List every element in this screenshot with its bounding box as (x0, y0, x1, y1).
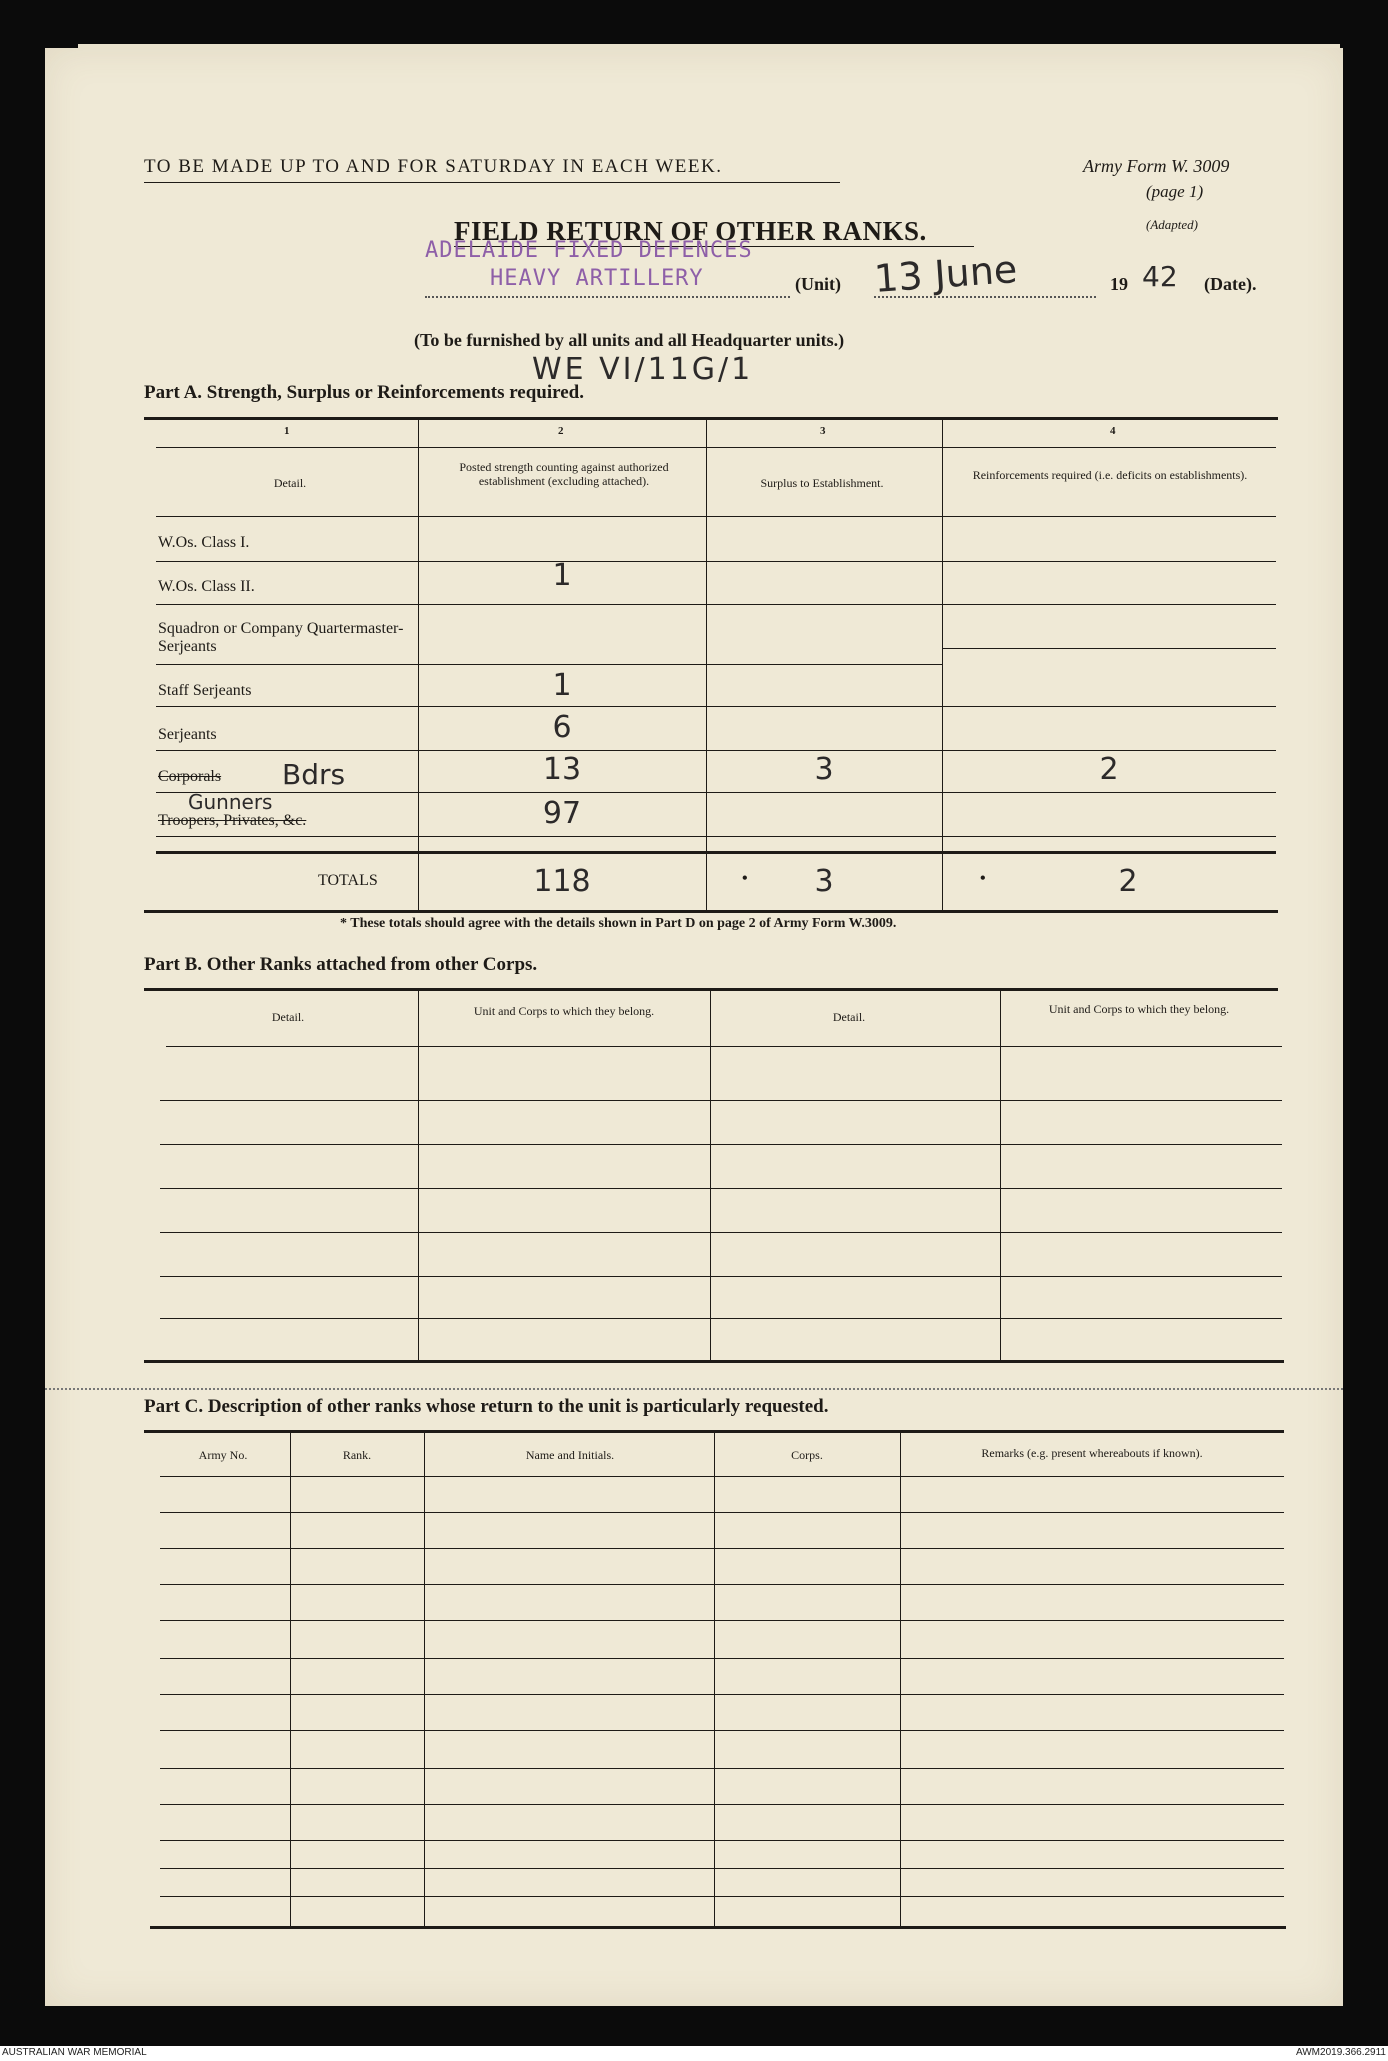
part-c-vline-1 (290, 1430, 291, 1926)
row-rule (156, 836, 1276, 837)
col-number-rule (156, 447, 1276, 448)
row-rule (156, 792, 1276, 793)
part-c-row-rule (160, 1548, 1284, 1549)
amend-bdrs: Bdrs (282, 758, 346, 791)
part-b-vline-3 (1000, 988, 1001, 1362)
part-c-vline-2 (424, 1430, 425, 1926)
row-label-wo1: W.Os. Class I. (158, 534, 250, 551)
part-b-title: Part B. Other Ranks attached from other Corps. (144, 954, 538, 975)
form-adapted: (Adapted) (1146, 217, 1198, 232)
posted-staff-serjeants: 1 (552, 668, 572, 703)
total-reinforcements-bullet: • (980, 870, 986, 887)
part-b-header-detail-1: Detail. (271, 1010, 305, 1024)
part-b-header-detail-2: Detail. (832, 1010, 866, 1024)
furnished-note: (To be furnished by all units and all Headquarter units.) (414, 330, 845, 350)
reinforcements-corporals: 2 (1099, 752, 1119, 787)
part-b-top-rule (144, 988, 1278, 991)
part-c-row-rule (160, 1584, 1284, 1585)
form-page: (page 1) (1146, 182, 1204, 201)
part-c-row-rule (160, 1868, 1284, 1869)
perforation-line (45, 1388, 1343, 1390)
unit-dotted-line (425, 296, 790, 298)
part-b-row-rule (160, 1188, 1282, 1189)
col-header-posted: Posted strength counting against authorized establishment (excluding attached). (459, 460, 669, 488)
posted-troopers: 97 (542, 796, 582, 831)
part-b-row-rule (160, 1144, 1282, 1145)
col-header-detail: Detail. (273, 476, 307, 490)
part-c-row-rule (160, 1840, 1284, 1841)
form-name: Army Form W. 3009 (1083, 156, 1230, 176)
row-rule (156, 664, 942, 665)
footer-accession: AWM2019.366.2911 (1295, 2047, 1386, 2058)
unit-stamp-line1: ADELAIDE FIXED DEFENCES (425, 238, 753, 263)
part-a-footnote: * These totals should agree with the details shown in Part D on page 2 of Army Form W.3009. (340, 916, 897, 931)
col-header-reinforcements: Reinforcements required (i.e. deficits on establishments). (972, 468, 1248, 482)
form-title: FIELD RETURN OF OTHER RANKS. (454, 216, 927, 246)
instruction-underline (144, 182, 840, 183)
instruction-text: TO BE MADE UP TO AND FOR SATURDAY IN EACH WEEK. (144, 156, 723, 177)
part-c-row-rule (160, 1730, 1284, 1731)
part-c-title: Part C. Description of other ranks whose return to the unit is particularly requested. (144, 1396, 829, 1417)
part-b-vline-2 (710, 988, 711, 1362)
unit-label: (Unit) (795, 274, 841, 294)
col-number-1: 1 (284, 425, 290, 437)
part-c-header-rank: Rank. (342, 1448, 372, 1462)
part-b-bottom-rule (144, 1360, 1284, 1363)
part-c-row-rule (160, 1476, 1284, 1477)
surplus-corporals: 3 (814, 752, 834, 787)
part-a-title: Part A. Strength, Surplus or Reinforcements required. (144, 382, 584, 403)
col-header-surplus: Surplus to Establishment. (760, 476, 884, 490)
posted-corporals: 13 (542, 752, 582, 787)
row-label-corporals: Corporals (158, 768, 222, 785)
col-number-2: 2 (558, 425, 564, 437)
part-c-header-corps: Corps. (791, 1448, 823, 1462)
row-rule (156, 750, 1276, 751)
we-annotation: WE VI/11G/1 (532, 352, 754, 387)
part-b-header-unit-1: Unit and Corps to which they belong. (473, 1004, 655, 1018)
part-c-header-army-no: Army No. (198, 1448, 248, 1462)
year-prefix: 19 (1110, 274, 1128, 294)
totals-top-rule (156, 851, 1276, 854)
part-b-header-unit-2: Unit and Corps to which they belong. (1048, 1002, 1230, 1016)
amend-gunners: Gunners (188, 790, 273, 814)
row-rule (156, 706, 1276, 707)
posted-serjeants: 6 (552, 710, 572, 745)
posted-wo2: 1 (552, 558, 572, 593)
row-rule (156, 561, 1276, 562)
row-rule (156, 604, 1276, 605)
part-b-vline-1 (418, 988, 419, 1362)
date-handwritten: 13 June (872, 247, 1019, 301)
part-b-row-rule (160, 1276, 1282, 1277)
part-c-vline-4 (900, 1430, 901, 1926)
row-label-wo2: W.Os. Class II. (158, 578, 255, 595)
date-label: (Date). (1204, 274, 1257, 294)
footer-credit: AUSTRALIAN WAR MEMORIAL (2, 2047, 147, 2058)
year-handwritten: 42 (1142, 260, 1178, 293)
part-a-bottom-rule (144, 910, 1278, 913)
part-b-row-rule (160, 1100, 1282, 1101)
row-label-troopers-text: Troopers, Privates, &c. (158, 812, 307, 829)
unit-stamp-line2: HEAVY ARTILLERY (490, 266, 704, 291)
part-c-row-rule (160, 1512, 1284, 1513)
header-bottom-rule (156, 516, 1276, 517)
col-number-3: 3 (820, 425, 826, 437)
row-rule (942, 648, 1276, 649)
part-c-row-rule (160, 1896, 1284, 1897)
part-c-row-rule (160, 1804, 1284, 1805)
total-reinforcements: 2 (1118, 864, 1138, 899)
total-surplus: 3 (814, 864, 834, 899)
totals-label: TOTALS (318, 872, 378, 889)
part-c-row-rule (160, 1694, 1284, 1695)
part-b-row-rule (160, 1318, 1282, 1319)
total-posted: 118 (533, 864, 591, 899)
total-surplus-bullet: • (742, 870, 748, 887)
row-label-staff-serjeants: Staff Serjeants (158, 682, 252, 699)
row-label-serjeants: Serjeants (158, 726, 217, 743)
part-c-row-rule (160, 1658, 1284, 1659)
part-a-top-rule (144, 417, 1278, 420)
part-c-bottom-rule (150, 1926, 1286, 1929)
row-label-troopers (158, 812, 306, 830)
part-c-row-rule (160, 1620, 1284, 1621)
date-dotted-line (874, 296, 1096, 298)
part-c-header-name: Name and Initials. (525, 1448, 615, 1462)
row-label-cqms: Squadron or Company Quartermaster-Serjeants (158, 620, 404, 655)
col-number-4: 4 (1110, 425, 1116, 437)
part-b-row-rule (166, 1046, 1282, 1047)
part-c-row-rule (160, 1768, 1284, 1769)
part-c-header-remarks: Remarks (e.g. present whereabouts if known). (981, 1446, 1203, 1460)
part-c-vline-3 (714, 1430, 715, 1926)
part-b-row-rule (160, 1232, 1282, 1233)
